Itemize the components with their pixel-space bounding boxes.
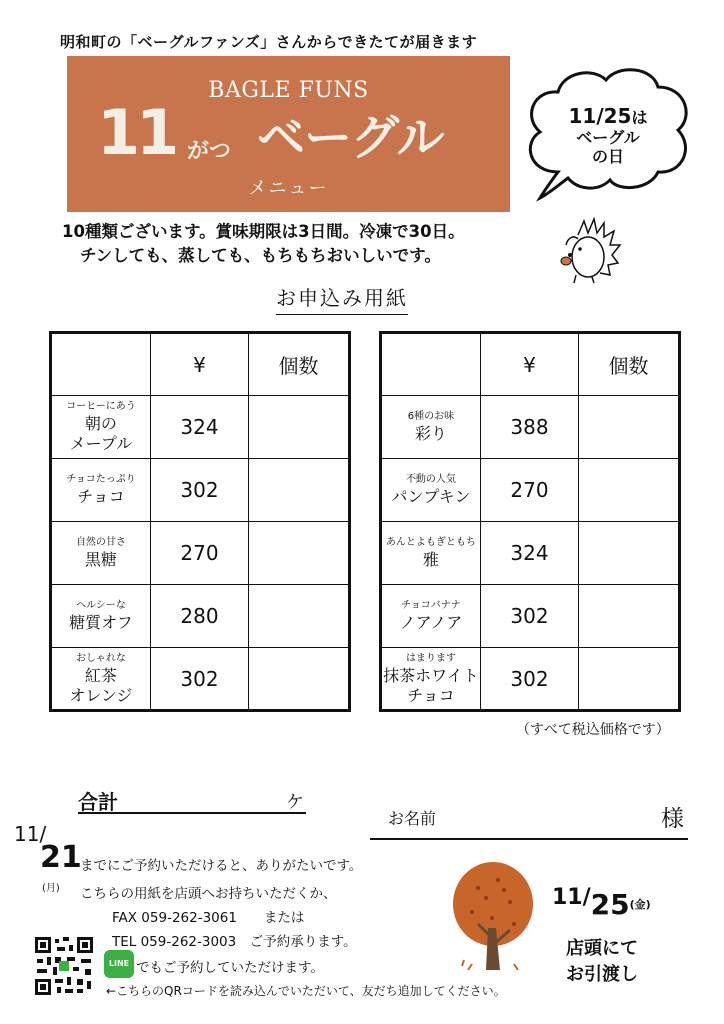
item-catch: チョコたっぷり (66, 474, 136, 485)
item-name: パンプキン (391, 487, 471, 506)
item-name: チョコ (77, 487, 125, 506)
quantity-input-cell[interactable] (249, 459, 350, 522)
qr-code-icon[interactable] (33, 935, 95, 997)
item-price: 388 (480, 396, 578, 459)
header-quantity: 個数 (249, 333, 350, 396)
table-row (51, 585, 350, 648)
item-name-cell (51, 522, 151, 585)
bubble-line2: ベーグル (576, 128, 640, 147)
total-field[interactable] (78, 786, 306, 814)
item-name-cell (51, 459, 151, 522)
pickup-date (552, 878, 651, 921)
item-price: 324 (150, 396, 248, 459)
table-row (51, 648, 350, 711)
deadline-day: 21 (40, 840, 82, 875)
item-price: 302 (480, 585, 578, 648)
item-name: 朝の メープル (69, 414, 133, 453)
info-line1: までにご予約いただけると、ありがたいです。 (80, 858, 363, 874)
total-unit: ケ (286, 792, 304, 813)
item-name-cell (51, 648, 151, 711)
table-row (381, 585, 680, 648)
pickup-weekday: (金) (629, 898, 651, 911)
quantity-input-cell[interactable] (249, 396, 350, 459)
item-name: 紅茶 オレンジ (69, 665, 133, 705)
item-name: 彩り (414, 424, 447, 443)
name-field[interactable] (370, 800, 688, 840)
item-catch: 自然の甘さ (75, 537, 126, 548)
item-price: 302 (150, 648, 248, 711)
item-catch: おしゃれな (75, 652, 126, 664)
item-name-cell (381, 648, 481, 711)
table-row (381, 459, 680, 522)
autumn-tree-icon (448, 858, 538, 978)
quantity-input-cell[interactable] (249, 522, 350, 585)
table-header-row (51, 333, 350, 396)
item-name: 糖質オフ (69, 613, 133, 632)
header-name-cell (381, 333, 481, 396)
name-label: お名前 (388, 809, 437, 828)
bubble-text (548, 104, 668, 166)
brand-name: BAGLE FUNS (208, 78, 369, 103)
description-line1: 10種類ございます。賞味期限は3日間。冷凍で30日。 (62, 222, 465, 241)
info-line2: こちらの用紙を店頭へお持ちいただくか、 (80, 886, 337, 902)
quantity-input-cell[interactable] (579, 396, 680, 459)
table-row (381, 396, 680, 459)
line-app-icon[interactable] (104, 950, 134, 978)
item-name-cell (381, 585, 481, 648)
form-title: お申込み用紙 (276, 282, 408, 315)
left-order-table (49, 331, 351, 712)
description-line2: チンしても、蒸しても、もちもちおいしいです。 (80, 246, 441, 265)
table-row (381, 522, 680, 585)
table-row (51, 522, 350, 585)
item-name-cell (51, 585, 151, 648)
header-price: ¥ (150, 333, 248, 396)
item-catch: ヘルシーな (76, 600, 126, 611)
pickup-day: 25 (590, 888, 630, 921)
item-name-cell (381, 522, 481, 585)
item-price: 324 (480, 522, 578, 585)
quantity-input-cell[interactable] (579, 459, 680, 522)
total-label: 合計 (78, 790, 118, 814)
hedgehog-icon (556, 215, 622, 285)
info-fax: FAX 059-262-3061 または (112, 910, 305, 926)
tagline: 明和町の「ベーグルファンズ」さんからできたてが届きます (60, 33, 478, 51)
item-name: 抹茶ホワイト チョコ (383, 665, 479, 705)
quantity-input-cell[interactable] (249, 585, 350, 648)
line-icon-label: LINE (108, 959, 130, 968)
header-quantity: 個数 (579, 333, 680, 396)
item-catch: 不動の人気 (405, 474, 456, 485)
table-header-row (381, 333, 680, 396)
pickup-note (552, 936, 652, 988)
item-catch: 6種のお味 (407, 411, 455, 422)
item-catch: チョコバナナ (401, 600, 461, 611)
header-price: ¥ (480, 333, 578, 396)
tax-note: （すべて税込価格です） (516, 722, 670, 738)
quantity-input-cell[interactable] (249, 648, 350, 711)
item-catch: はまります (405, 652, 456, 664)
item-catch: コーヒーにあう (66, 401, 136, 412)
info-tel: TEL 059-262-3003 ご予約承ります。 (112, 934, 357, 950)
item-name: 黒糖 (84, 550, 117, 569)
deadline-month: 11/ (14, 822, 47, 846)
deadline-weekday: (月) (42, 883, 60, 894)
description (62, 220, 465, 268)
pickup-note1: 店頭にて (566, 938, 638, 959)
item-name-cell (381, 396, 481, 459)
right-order-table (379, 331, 681, 712)
title-month: がつ (187, 139, 232, 164)
header-name-cell (51, 333, 151, 396)
bubble-date: 11/25 (568, 104, 632, 128)
quantity-input-cell[interactable] (579, 522, 680, 585)
title-word: ベーグル (257, 110, 444, 166)
item-name: ノアノア (399, 613, 463, 632)
quantity-input-cell[interactable] (579, 648, 680, 711)
table-row (381, 648, 680, 711)
title-number: 11 (97, 96, 176, 169)
item-price: 270 (150, 522, 248, 585)
item-name-cell (381, 459, 481, 522)
pickup-month: 11/ (552, 885, 591, 910)
item-price: 270 (480, 459, 578, 522)
item-catch: あんとよもぎともち (385, 537, 476, 548)
info-line-reservation: でもご予約していただけます。 (136, 960, 324, 976)
item-price: 302 (150, 459, 248, 522)
table-row (51, 396, 350, 459)
info-qr-instruction: ←こちらのQRコードを読み込んでいただいて、友だち追加してください。 (106, 984, 506, 998)
item-name-cell (51, 396, 151, 459)
title-banner (67, 56, 510, 212)
item-price: 302 (480, 648, 578, 711)
pickup-note2: お引渡し (566, 964, 638, 985)
quantity-input-cell[interactable] (579, 585, 680, 648)
table-row (51, 459, 350, 522)
name-honorific: 様 (661, 806, 684, 832)
title-subtitle: メニュー (248, 178, 329, 199)
bubble-line3: の日 (591, 147, 624, 167)
item-name: 雅 (422, 550, 439, 569)
item-price: 280 (150, 585, 248, 648)
bubble-suffix: は (631, 108, 648, 127)
